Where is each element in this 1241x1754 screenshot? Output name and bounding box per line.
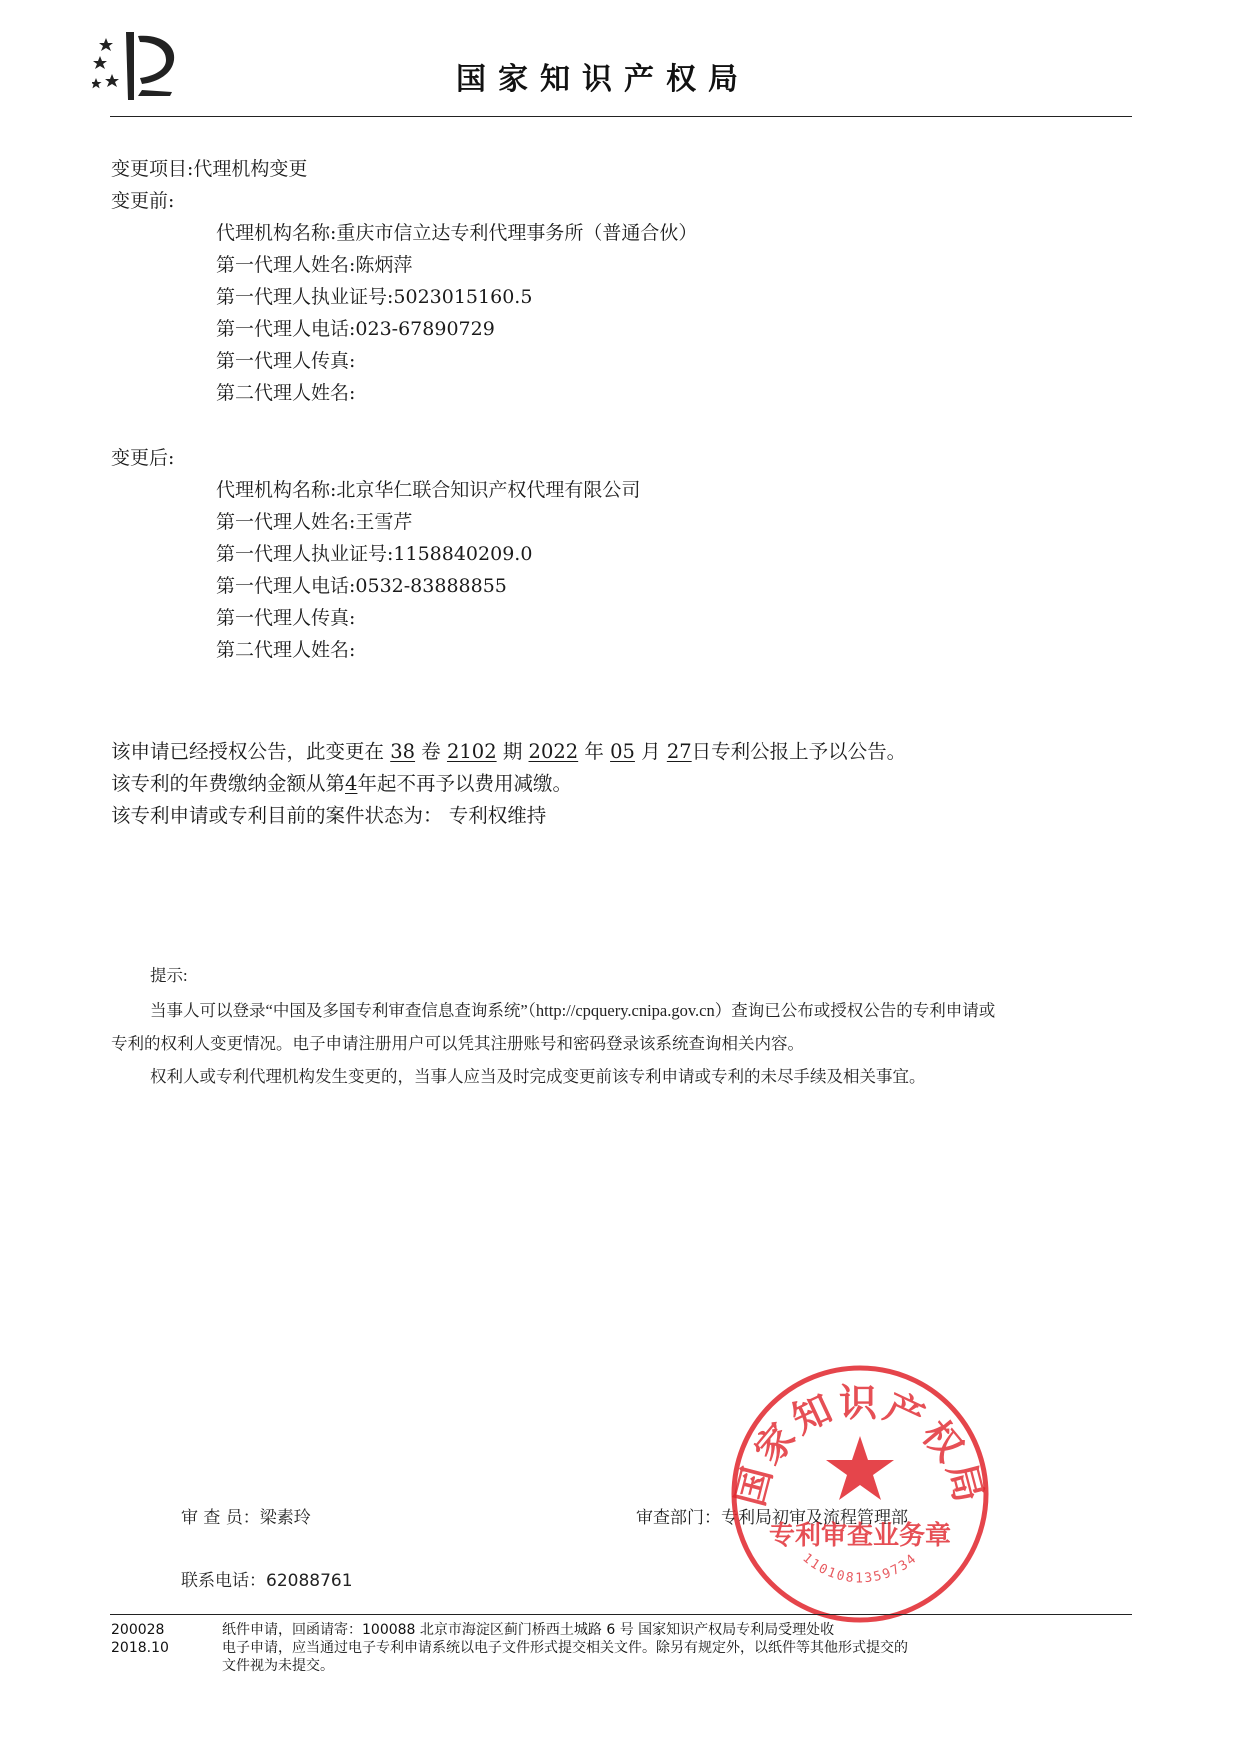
pub-volume: 38 [390,740,416,763]
footer-line-1: 纸件申请，回函请寄：100088 北京市海淀区蓟门桥西土城路 6 号 国家知识产权局专利局受理处收 [222,1622,835,1638]
seal-top-text: 国家知识产权局 [728,1381,992,1511]
seal-middle-text: 专利审查业务章 [768,1521,952,1551]
notice-title: 提示: [150,966,188,985]
after-agent-license: 第一代理人执业证号:1158840209.0 [216,543,533,565]
notice-p1b: 专利的权利人变更情况。电子申请注册用户可以凭其注册账号和密码登录该系统查询相关内容。 [111,1034,804,1053]
footer-line-2: 电子申请，应当通过电子专利申请系统以电子文件形式提交相关文件。除另有规定外，以纸件等其他形式提交的 [222,1640,908,1656]
contact-phone: 联系电话：62088761 [181,1571,353,1591]
pub-year: 2022 [528,740,579,763]
pub-text: 卷 [421,740,441,763]
case-status: 该专利申请或专利目前的案件状态为： 专利权维持 [111,804,547,827]
after-label: 变更后: [111,447,175,469]
after-agent-name: 第一代理人姓名:王雪芹 [216,511,413,533]
pub-month: 05 [610,740,635,763]
form-code: 200028 [111,1622,165,1638]
after-second-agent: 第二代理人姓名: [216,639,356,661]
after-agency-name: 代理机构名称:北京华仁联合知识产权代理有限公司 [216,479,641,501]
pub-text: 该申请已经授权公告，此变更在 [111,740,385,763]
publication-line [111,736,906,764]
pub-day: 27 [666,740,692,763]
svg-text:1101081359734 [799,1551,920,1586]
pub-issue: 2102 [446,740,497,763]
pub-text: 期 [502,740,523,763]
notice-p2: 权利人或专利代理机构发生变更的，当事人应当及时完成变更前该专利申请或专利的未尽手续及相关事宜。 [150,1067,926,1086]
before-agent-fax: 第一代理人传真: [216,350,356,372]
notice-p1a: 当事人可以登录“中国及多国专利审查信息查询系统”（http://cpquery.cnipa.gov.cn）查询已公布或授权公告的专利申请或 [150,1001,996,1020]
examiner: 审 查 员：梁素玲 [181,1508,311,1528]
pub-text: 月 [641,740,661,763]
fee-text: 该专利的年费缴纳金额从第 [111,772,346,795]
before-label: 变更前: [111,190,175,212]
change-item: 变更项目:代理机构变更 [111,158,308,180]
before-agency-name: 代理机构名称:重庆市信立达专利代理事务所（普通合伙） [216,222,698,244]
footer-line-3: 文件视为未提交。 [222,1658,334,1674]
before-second-agent: 第二代理人姓名: [216,382,356,404]
pub-text: 年 [584,740,604,763]
before-agent-phone: 第一代理人电话:023-67890729 [216,318,495,340]
fee-year: 4 [345,772,358,795]
form-date: 2018.10 [111,1640,169,1656]
before-agent-license: 第一代理人执业证号:5023015160.5 [216,286,533,308]
fee-text: 年起不再予以费用减缴。 [357,772,572,795]
after-agent-fax: 第一代理人传真: [216,607,356,629]
footer-divider [110,1614,1132,1615]
cnipa-logo-icon [92,30,188,102]
official-seal-icon [728,1362,992,1626]
before-agent-name: 第一代理人姓名:陈炳萍 [216,254,413,276]
pub-text: 日专利公报上予以公告。 [691,740,907,763]
department: 审查部门：专利局初审及流程管理部 [636,1508,908,1528]
header-divider [110,116,1132,117]
seal-bottom-text: 1101081359734 [799,1550,921,1587]
org-title: 国家知识产权局 [456,62,750,97]
fee-line [111,768,572,796]
after-agent-phone: 第一代理人电话:0532-83888855 [216,575,507,597]
